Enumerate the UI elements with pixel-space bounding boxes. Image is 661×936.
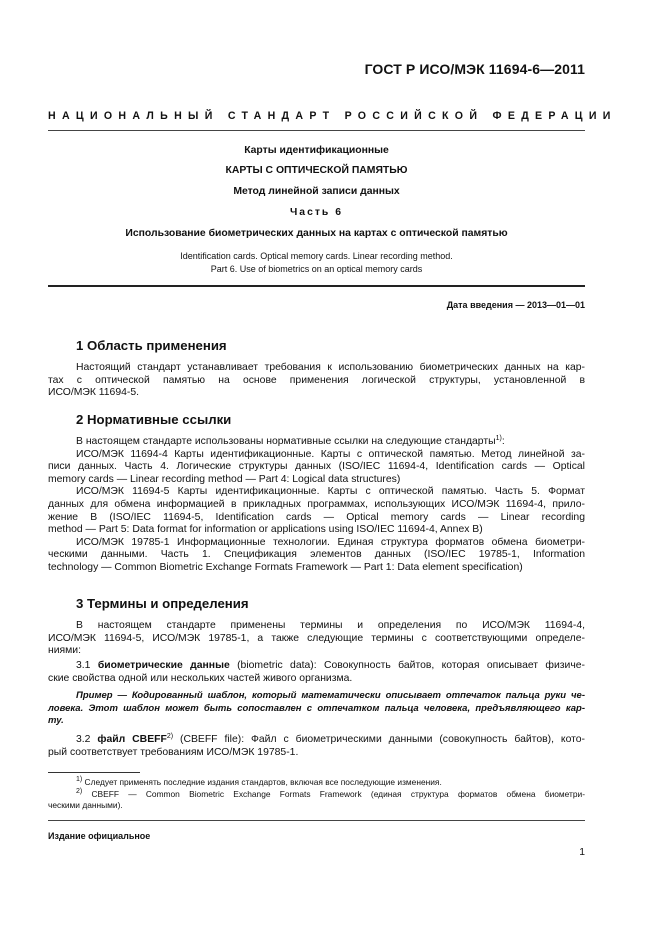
text-line: Пример — Кодированный шаблон, который математически описывает отпечаток пальца руки че- bbox=[76, 690, 585, 701]
section-3-heading: 3 Термины и определения bbox=[76, 596, 249, 611]
text-line: ские свойства одной или нескольких частей живого организма. bbox=[48, 672, 353, 684]
english-title-2: Part 6. Use of biometrics on an optical memory cards bbox=[210, 264, 423, 274]
footnote-mark: 1) bbox=[76, 776, 83, 783]
footnote-1 bbox=[48, 777, 585, 789]
text-line: ИСО/МЭК 19785-1 Информационные технологии. Единая структура форматов обмена биометри- bbox=[76, 536, 585, 548]
text-line: данных для обмена информацией в прикладных программах, использующих ИСО/МЭК 11694-4, прило- bbox=[48, 498, 585, 510]
text-line: ческими данными. Часть 1. Спецификация элементов данных (ISO/IEC 19785-1, Information bbox=[48, 549, 585, 561]
text-line bbox=[48, 660, 585, 673]
text-line bbox=[48, 734, 585, 747]
term-3-2 bbox=[48, 734, 585, 759]
title-line-3: Метод линейной записи данных bbox=[233, 186, 400, 197]
footer-rule bbox=[48, 820, 585, 821]
standard-code: ГОСТ Р ИСО/МЭК 11694-6—2011 bbox=[364, 61, 585, 77]
title-line-1: Карты идентификационные bbox=[244, 145, 389, 156]
title-line-2: КАРТЫ С ОПТИЧЕСКОЙ ПАМЯТЬЮ bbox=[225, 165, 408, 176]
footnote-separator bbox=[48, 772, 140, 773]
official-edition: Издание официальное bbox=[48, 831, 151, 841]
section-3-body bbox=[48, 620, 585, 658]
text-line: method — Part 5: Data format for information or applications using ISO/IEC 11694-4, Annex B) bbox=[48, 524, 483, 536]
introduction-date: Дата введения — 2013—01—01 bbox=[446, 300, 585, 310]
footnote-2-cont: ческими данными). bbox=[48, 800, 123, 810]
footnote-2 bbox=[48, 789, 585, 801]
text-line: memory cards — Linear recording method — Part 4: Logical data structures) bbox=[48, 473, 401, 485]
english-title-1: Identification cards. Optical memory cards. Linear recording method. bbox=[180, 251, 453, 261]
footnote-mark: 2) bbox=[76, 787, 83, 795]
national-standard-banner: НАЦИОНАЛЬНЫЙ СТАНДАРТ РОССИЙСКОЙ ФЕДЕРАЦИИ bbox=[48, 110, 617, 122]
term-definition: (biometric data): Совокупность байтов, которая описывает физиче- bbox=[229, 660, 585, 671]
text-line: В настоящем стандарте применены термины и определения по ИСО/МЭК 11694-4, bbox=[76, 620, 585, 631]
title-rule bbox=[48, 285, 585, 287]
title-part: Часть 6 bbox=[289, 207, 343, 218]
text-line: Настоящий стандарт устанавливает требования к использованию биометрических данных на кар- bbox=[76, 362, 585, 373]
title-line-5: Использование биометрических данных на картах с оптической памятью bbox=[125, 228, 508, 239]
intro-colon: : bbox=[501, 436, 505, 447]
text-line: ИСО/МЭК 11694-4 Карты идентификационные. Карты с оптической памятью. Метод линейной за- bbox=[76, 448, 585, 460]
term-3-1 bbox=[48, 660, 585, 685]
term-name: биометрические данные bbox=[97, 660, 230, 671]
text-line: ИСО/МЭК 11694-5 Карты идентификационные. Карты с оптической памятью. Часть 5. Формат bbox=[76, 486, 585, 498]
section-1-body bbox=[48, 362, 585, 400]
term-number: 3.2 bbox=[76, 734, 91, 745]
text-line: ниями: bbox=[48, 645, 82, 657]
term-example bbox=[48, 690, 585, 728]
footnote-ref: 1) bbox=[495, 435, 502, 442]
footnotes bbox=[48, 777, 585, 812]
term-number: 3.1 bbox=[76, 660, 91, 671]
term-definition: (CBEFF file): Файл с биометрическими данными (совокупность байтов), кото- bbox=[173, 734, 585, 745]
section-2-body bbox=[48, 436, 585, 575]
text-line: ИСО/МЭК 11694-5. bbox=[48, 387, 140, 399]
text-line: technology — Common Biometric Exchange Formats Framework — Part 1: Data element specification) bbox=[48, 561, 523, 573]
footnote-text: Следует применять последние издания стандартов, включая все последующие изменения. bbox=[82, 777, 442, 787]
text-line: рый соответствует требованиям ИСО/МЭК 19785-1. bbox=[48, 746, 299, 758]
text-line: писи данных. Часть 4. Логические структуры данных (ISO/IEC 11694-4, Identification cards — Optical bbox=[48, 461, 585, 473]
footnote-text: CBEFF — Common Biometric Exchange Formats Framework (единая структура форматов обмена биометри- bbox=[82, 788, 585, 799]
section-2-heading: 2 Нормативные ссылки bbox=[76, 412, 232, 427]
header-rule bbox=[48, 130, 585, 131]
text-line bbox=[48, 436, 585, 449]
footnote-ref: 2) bbox=[166, 733, 174, 740]
text-line: ИСО/МЭК 11694-5, ИСО/МЭК 19785-1, а также следующие термины с соответствующими определе- bbox=[48, 632, 585, 644]
term-name: файл CBEFF bbox=[97, 734, 167, 745]
text-line: тах с оптической памятью на основе применения логической структуры, установленной в bbox=[48, 374, 585, 386]
intro-text: В настоящем стандарте использованы нормативные ссылки на следующие стандарты bbox=[76, 436, 496, 447]
text-line: ловека. Этот шаблон может быть сопоставлен с отпечатком пальца человека, предъявляющего кар- bbox=[48, 702, 585, 714]
page-number: 1 bbox=[579, 847, 585, 858]
section-1-heading: 1 Область применения bbox=[76, 338, 227, 353]
text-line: ту. bbox=[48, 715, 64, 727]
text-line: жение B (ISO/IEC 11694-5, Identification cards — Optical memory cards — Linear recording bbox=[48, 511, 585, 523]
